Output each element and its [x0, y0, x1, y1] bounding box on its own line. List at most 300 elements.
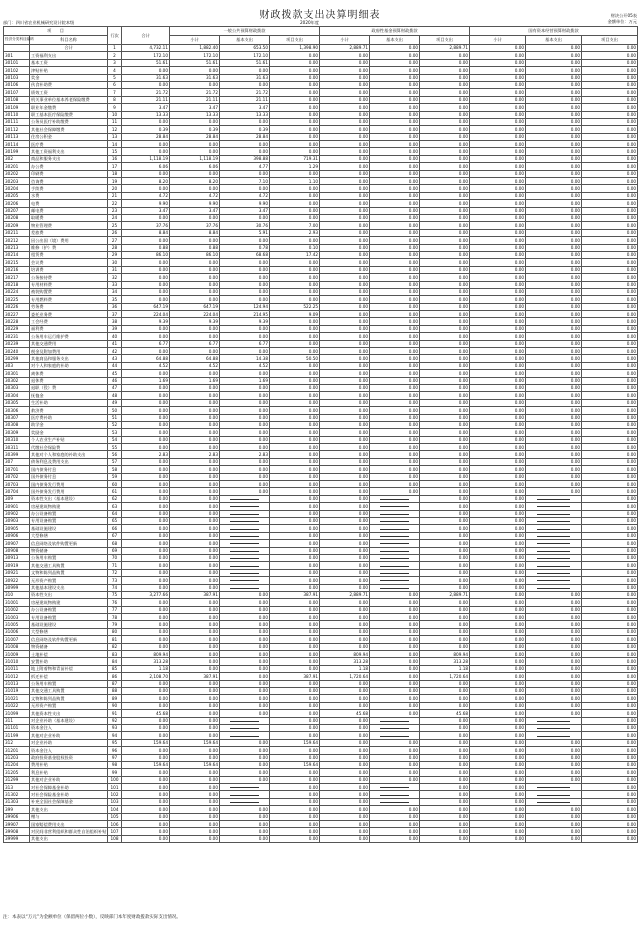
fund-subtotal-cell: 0.00 — [320, 355, 370, 362]
general-subtotal-cell: 0.00 — [170, 473, 220, 480]
econ-code-cell: 30112 — [4, 126, 30, 133]
total-cell: 0.00 — [122, 577, 170, 584]
subject-cell: 伙食补助费 — [30, 81, 108, 88]
general-basic-cell: 9.90 — [220, 200, 270, 207]
general-project-cell: 0.00 — [270, 318, 320, 325]
fund-project-cell: 0.00 — [420, 74, 470, 81]
capital-basic-cell: 0.00 — [526, 185, 582, 192]
table-row — [4, 303, 638, 310]
fund-subtotal-cell: 0.00 — [320, 185, 370, 192]
general-subtotal-cell: 51.61 — [170, 59, 220, 66]
capital-basic-cell: 0.00 — [526, 687, 582, 694]
general-project-cell: 9.09 — [270, 311, 320, 318]
total-cell: 0.00 — [122, 584, 170, 591]
capital-project-cell: 0.00 — [582, 547, 638, 554]
table-body — [4, 45, 638, 843]
general-subtotal-cell: 0.00 — [170, 444, 220, 451]
capital-project-cell: 0.00 — [582, 739, 638, 746]
fund-project-cell: 0.00 — [420, 481, 470, 488]
general-project-cell: 0.00 — [270, 651, 320, 658]
econ-code-cell: 30913 — [4, 554, 30, 561]
total-cell: 0.00 — [122, 296, 170, 303]
row-no-cell: 56 — [108, 451, 122, 458]
fund-basic-cell: 0.00 — [370, 251, 420, 258]
fund-project-cell: 0.00 — [420, 214, 470, 221]
general-subtotal-cell: 0.00 — [170, 754, 220, 761]
econ-code-cell: 30702 — [4, 473, 30, 480]
fund-project-cell: 0.00 — [420, 577, 470, 584]
subject-cell: 公务用车运行维护费 — [30, 333, 108, 340]
capital-subtotal-cell: 0.00 — [470, 495, 526, 502]
general-basic-cell: 0.00 — [220, 754, 270, 761]
fund-basic-cell: 0.00 — [370, 821, 420, 828]
general-basic-cell — [220, 562, 270, 569]
subject-cell: 对社会保险基金补助 — [30, 791, 108, 798]
unit-label: 部门：四川省农业机械研究设计院本级 — [3, 20, 75, 25]
table-row — [4, 281, 638, 288]
fund-subtotal-cell: 0.00 — [320, 421, 370, 428]
fund-project-cell: 0.00 — [420, 540, 470, 547]
capital-basic-cell: 0.00 — [526, 348, 582, 355]
subject-cell: 因公出国（境）费用 — [30, 237, 108, 244]
capital-subtotal-cell: 0.00 — [470, 222, 526, 229]
general-subtotal-cell: 0.00 — [170, 584, 220, 591]
fund-basic-cell: 0.00 — [370, 340, 420, 347]
general-basic-cell: 0.00 — [220, 591, 270, 598]
capital-project-cell: 0.00 — [582, 636, 638, 643]
capital-project-cell: 0.00 — [582, 591, 638, 598]
table-row — [4, 510, 638, 517]
fund-basic-cell: 0.00 — [370, 687, 420, 694]
subject-cell: 资本金注入 — [30, 747, 108, 754]
capital-basic-cell: 0.00 — [526, 229, 582, 236]
capital-project-cell: 0.00 — [582, 421, 638, 428]
capital-basic-cell: 0.00 — [526, 370, 582, 377]
capital-basic-cell — [526, 540, 582, 547]
capital-subtotal-cell: 0.00 — [470, 274, 526, 281]
general-project-cell: 0.00 — [270, 126, 320, 133]
capital-subtotal-cell: 0.00 — [470, 414, 526, 421]
general-basic-cell: 0.00 — [220, 399, 270, 406]
subject-cell: 福利费 — [30, 325, 108, 332]
general-subtotal-cell: 0.00 — [170, 237, 220, 244]
general-subtotal-cell: 4.52 — [170, 362, 220, 369]
capital-subtotal-cell: 0.00 — [470, 67, 526, 74]
table-row — [4, 717, 638, 724]
general-project-cell: 1,398.90 — [270, 45, 320, 52]
general-project-cell: 0.00 — [270, 67, 320, 74]
table-row — [4, 554, 638, 561]
capital-subtotal-cell: 0.00 — [470, 244, 526, 251]
table-row — [4, 739, 638, 746]
capital-basic-cell: 0.00 — [526, 673, 582, 680]
total-cell: 0.00 — [122, 421, 170, 428]
capital-project-cell: 0.00 — [582, 621, 638, 628]
fund-subtotal-cell: 0.00 — [320, 510, 370, 517]
total-cell: 0.00 — [122, 259, 170, 266]
header-project-1: 项目支出 — [270, 36, 320, 45]
total-cell: 0.00 — [122, 614, 170, 621]
page-title: 财政拨款支出决算明细表 — [259, 10, 381, 21]
general-basic-cell: 9.39 — [220, 318, 270, 325]
general-project-cell: 0.00 — [270, 325, 320, 332]
fund-basic-cell: 0.00 — [370, 599, 420, 606]
econ-code-cell: 30701 — [4, 466, 30, 473]
capital-subtotal-cell: 0.00 — [470, 658, 526, 665]
row-no-cell: 52 — [108, 421, 122, 428]
general-basic-cell — [220, 495, 270, 502]
general-basic-cell: 0.78 — [220, 244, 270, 251]
fund-subtotal-cell: 0.00 — [320, 636, 370, 643]
general-project-cell: 0.00 — [270, 769, 320, 776]
capital-basic-cell: 0.00 — [526, 399, 582, 406]
total-cell: 4,732.11 — [122, 45, 170, 52]
subject-cell: 工资福利支出 — [30, 52, 108, 59]
capital-subtotal-cell: 0.00 — [470, 89, 526, 96]
capital-basic-cell: 0.00 — [526, 828, 582, 835]
general-subtotal-cell: 0.00 — [170, 466, 220, 473]
capital-subtotal-cell: 0.00 — [470, 340, 526, 347]
econ-code-cell: 30922 — [4, 577, 30, 584]
capital-project-cell: 0.00 — [582, 569, 638, 576]
general-basic-cell: 0.00 — [220, 621, 270, 628]
capital-basic-cell: 0.00 — [526, 747, 582, 754]
fund-project-cell: 0.00 — [420, 495, 470, 502]
table-row — [4, 451, 638, 458]
table-row — [4, 495, 638, 502]
capital-subtotal-cell: 0.00 — [470, 525, 526, 532]
capital-basic-cell: 0.00 — [526, 266, 582, 273]
table-row — [4, 828, 638, 835]
general-project-cell: 0.00 — [270, 481, 320, 488]
general-project-cell: 0.00 — [270, 547, 320, 554]
general-subtotal-cell: 0.00 — [170, 214, 220, 221]
subject-cell: 绩效工资 — [30, 89, 108, 96]
capital-subtotal-cell: 0.00 — [470, 584, 526, 591]
total-cell: 0.00 — [122, 473, 170, 480]
row-no-cell: 60 — [108, 481, 122, 488]
header-total: 合计 — [122, 27, 170, 45]
fund-subtotal-cell: 0.00 — [320, 717, 370, 724]
general-subtotal-cell: 0.00 — [170, 569, 220, 576]
capital-basic-cell: 0.00 — [526, 104, 582, 111]
subject-cell: 工会经费 — [30, 318, 108, 325]
fund-subtotal-cell: 0.00 — [320, 473, 370, 480]
total-cell: 313.28 — [122, 658, 170, 665]
total-cell: 8.20 — [122, 178, 170, 185]
capital-subtotal-cell: 0.00 — [470, 724, 526, 731]
fund-subtotal-cell: 0.00 — [320, 192, 370, 199]
general-subtotal-cell: 0.00 — [170, 554, 220, 561]
capital-project-cell: 0.00 — [582, 702, 638, 709]
general-subtotal-cell: 0.00 — [170, 495, 220, 502]
fund-project-cell: 0.00 — [420, 237, 470, 244]
fund-project-cell: 0.00 — [420, 739, 470, 746]
econ-code-cell: 30908 — [4, 547, 30, 554]
econ-code-cell: 30907 — [4, 540, 30, 547]
capital-basic-cell: 0.00 — [526, 126, 582, 133]
total-cell: 0.00 — [122, 481, 170, 488]
fund-basic-cell: 0.00 — [370, 806, 420, 813]
table-row — [4, 407, 638, 414]
fund-project-cell: 0.00 — [420, 407, 470, 414]
fund-basic-cell: 0.00 — [370, 776, 420, 783]
fund-basic-cell: 0.00 — [370, 52, 420, 59]
general-basic-cell: 0.00 — [220, 148, 270, 155]
fund-project-cell: 2,889.71 — [420, 591, 470, 598]
fund-basic-cell — [370, 577, 420, 584]
econ-code-cell: 31299 — [4, 776, 30, 783]
fund-subtotal-cell: 0.00 — [320, 747, 370, 754]
capital-subtotal-cell: 0.00 — [470, 111, 526, 118]
row-no-cell: 83 — [108, 651, 122, 658]
fund-basic-cell: 0.00 — [370, 237, 420, 244]
capital-subtotal-cell: 0.00 — [470, 481, 526, 488]
row-no-cell: 35 — [108, 296, 122, 303]
fund-basic-cell — [370, 798, 420, 805]
fund-subtotal-cell: 0.00 — [320, 163, 370, 170]
fund-subtotal-cell: 0.00 — [320, 547, 370, 554]
fund-subtotal-cell: 0.00 — [320, 798, 370, 805]
subject-cell: 津贴补贴 — [30, 67, 108, 74]
fund-basic-cell: 0.00 — [370, 651, 420, 658]
fund-basic-cell: 0.00 — [370, 207, 420, 214]
econ-code-cell: 30224 — [4, 288, 30, 295]
general-subtotal-cell: 1.69 — [170, 377, 220, 384]
fund-basic-cell: 0.00 — [370, 658, 420, 665]
general-basic-cell: 0.00 — [220, 444, 270, 451]
general-project-cell: 0.00 — [270, 96, 320, 103]
capital-subtotal-cell: 0.00 — [470, 651, 526, 658]
econ-code-cell: 307 — [4, 458, 30, 465]
header-subtotal-2: 小计 — [320, 36, 370, 45]
general-project-cell: 0.00 — [270, 444, 320, 451]
fund-basic-cell: 0.00 — [370, 643, 420, 650]
capital-project-cell: 0.00 — [582, 362, 638, 369]
fund-project-cell: 0.00 — [420, 281, 470, 288]
subject-cell: 抚恤金 — [30, 392, 108, 399]
capital-basic-cell: 0.00 — [526, 481, 582, 488]
fund-subtotal-cell: 0.00 — [320, 370, 370, 377]
row-no-cell: 30 — [108, 259, 122, 266]
header-fund-budget: 政府性基金预算财政拨款 — [320, 27, 470, 36]
total-cell: 3,277.66 — [122, 591, 170, 598]
fund-project-cell: 0.00 — [420, 813, 470, 820]
capital-project-cell: 0.00 — [582, 503, 638, 510]
total-cell: 0.00 — [122, 288, 170, 295]
capital-subtotal-cell: 0.00 — [470, 473, 526, 480]
capital-project-cell: 0.00 — [582, 348, 638, 355]
total-cell: 0.00 — [122, 532, 170, 539]
general-basic-cell — [220, 784, 270, 791]
fund-basic-cell — [370, 724, 420, 731]
subject-cell: 个人农业生产补贴 — [30, 436, 108, 443]
row-no-cell: 10 — [108, 111, 122, 118]
general-basic-cell: 28.84 — [220, 133, 270, 140]
general-basic-cell: 0.00 — [220, 614, 270, 621]
capital-subtotal-cell: 0.00 — [470, 133, 526, 140]
subject-cell: 国外债务发行费用 — [30, 488, 108, 495]
capital-project-cell: 0.00 — [582, 222, 638, 229]
general-subtotal-cell: 0.00 — [170, 525, 220, 532]
general-subtotal-cell: 0.00 — [170, 488, 220, 495]
capital-project-cell: 0.00 — [582, 562, 638, 569]
capital-project-cell: 0.00 — [582, 828, 638, 835]
capital-subtotal-cell: 0.00 — [470, 547, 526, 554]
capital-subtotal-cell: 0.00 — [470, 52, 526, 59]
capital-basic-cell: 0.00 — [526, 436, 582, 443]
fund-subtotal-cell: 0.00 — [320, 444, 370, 451]
general-project-cell: 0.00 — [270, 59, 320, 66]
total-cell: 0.00 — [122, 444, 170, 451]
table-row — [4, 606, 638, 613]
econ-code-cell: 312 — [4, 739, 30, 746]
total-cell: 45.68 — [122, 710, 170, 717]
capital-project-cell: 0.00 — [582, 52, 638, 59]
fund-project-cell: 0.00 — [420, 384, 470, 391]
fund-basic-cell: 0.00 — [370, 702, 420, 709]
fund-basic-cell: 0.00 — [370, 178, 420, 185]
fund-basic-cell — [370, 717, 420, 724]
table-row — [4, 399, 638, 406]
fund-project-cell: 0.00 — [420, 547, 470, 554]
fund-project-cell: 0.00 — [420, 702, 470, 709]
capital-basic-cell: 0.00 — [526, 362, 582, 369]
total-cell: 0.00 — [122, 747, 170, 754]
row-no-cell: 44 — [108, 362, 122, 369]
total-cell: 6.77 — [122, 340, 170, 347]
econ-code-cell: 30228 — [4, 318, 30, 325]
fund-project-cell: 313.28 — [420, 658, 470, 665]
row-no-cell: 79 — [108, 621, 122, 628]
table-row — [4, 244, 638, 251]
fund-project-cell: 0.00 — [420, 569, 470, 576]
fund-project-cell: 0.00 — [420, 798, 470, 805]
subject-cell: 其他交通工具购置 — [30, 562, 108, 569]
capital-basic-cell: 0.00 — [526, 806, 582, 813]
general-subtotal-cell: 9.90 — [170, 200, 220, 207]
capital-basic-cell — [526, 732, 582, 739]
table-row — [4, 81, 638, 88]
capital-project-cell: 0.00 — [582, 488, 638, 495]
capital-project-cell: 0.00 — [582, 104, 638, 111]
subject-cell: 赠与 — [30, 813, 108, 820]
capital-project-cell: 0.00 — [582, 214, 638, 221]
capital-project-cell: 0.00 — [582, 244, 638, 251]
fund-basic-cell: 0.00 — [370, 384, 420, 391]
total-cell: 37.76 — [122, 222, 170, 229]
capital-subtotal-cell: 0.00 — [470, 562, 526, 569]
capital-subtotal-cell: 0.00 — [470, 599, 526, 606]
table-row — [4, 503, 638, 510]
econ-code-cell: 31019 — [4, 687, 30, 694]
fund-basic-cell: 0.00 — [370, 466, 420, 473]
total-cell: 64.88 — [122, 355, 170, 362]
row-no-cell: 40 — [108, 333, 122, 340]
capital-basic-cell — [526, 554, 582, 561]
fund-basic-cell — [370, 584, 420, 591]
subject-cell: 离休费 — [30, 370, 108, 377]
fund-basic-cell: 0.00 — [370, 436, 420, 443]
capital-basic-cell — [526, 532, 582, 539]
table-row — [4, 651, 638, 658]
subject-cell: 大型修缮 — [30, 628, 108, 635]
general-project-cell: 0.00 — [270, 81, 320, 88]
row-no-cell: 37 — [108, 311, 122, 318]
general-project-cell: 0.00 — [270, 200, 320, 207]
capital-basic-cell: 0.00 — [526, 421, 582, 428]
capital-project-cell: 0.00 — [582, 370, 638, 377]
header-basic-2: 基本支出 — [370, 36, 420, 45]
row-no-cell: 76 — [108, 599, 122, 606]
econ-code-cell: 31099 — [4, 710, 30, 717]
subject-cell: 土地补偿 — [30, 651, 108, 658]
total-cell: 3.47 — [122, 207, 170, 214]
econ-code-cell: 30213 — [4, 244, 30, 251]
capital-subtotal-cell: 0.00 — [470, 207, 526, 214]
capital-subtotal-cell: 0.00 — [470, 185, 526, 192]
capital-basic-cell: 0.00 — [526, 414, 582, 421]
row-no-cell: 49 — [108, 399, 122, 406]
fund-subtotal-cell: 0.00 — [320, 835, 370, 842]
fund-project-cell: 0.00 — [420, 421, 470, 428]
header-subject: 科目名称 — [30, 36, 108, 45]
fund-basic-cell: 0.00 — [370, 754, 420, 761]
general-subtotal-cell: 0.00 — [170, 547, 220, 554]
subject-cell: 利息补贴 — [30, 769, 108, 776]
row-no-cell: 62 — [108, 495, 122, 502]
total-cell: 159.64 — [122, 761, 170, 768]
fund-subtotal-cell: 0.00 — [320, 288, 370, 295]
subject-cell: 办公设备购置 — [30, 510, 108, 517]
general-project-cell: 0.00 — [270, 584, 320, 591]
row-no-cell: 27 — [108, 237, 122, 244]
capital-basic-cell — [526, 724, 582, 731]
capital-project-cell: 0.00 — [582, 340, 638, 347]
general-basic-cell: 51.61 — [220, 59, 270, 66]
fund-project-cell: 0.00 — [420, 510, 470, 517]
capital-subtotal-cell: 0.00 — [470, 665, 526, 672]
econ-code-cell: 31008 — [4, 643, 30, 650]
fund-project-cell: 0.00 — [420, 458, 470, 465]
general-subtotal-cell: 0.00 — [170, 702, 220, 709]
general-subtotal-cell: 0.00 — [170, 429, 220, 436]
general-subtotal-cell: 0.00 — [170, 118, 220, 125]
table-row — [4, 784, 638, 791]
general-subtotal-cell: 0.00 — [170, 532, 220, 539]
total-cell: 0.00 — [122, 370, 170, 377]
fund-project-cell: 0.00 — [420, 451, 470, 458]
total-cell: 0.00 — [122, 754, 170, 761]
econ-code-cell: 31205 — [4, 769, 30, 776]
econ-code-cell: 30217 — [4, 274, 30, 281]
general-project-cell: 2.93 — [270, 229, 320, 236]
general-subtotal-cell: 86.10 — [170, 251, 220, 258]
fund-subtotal-cell: 0.00 — [320, 148, 370, 155]
general-project-cell: 7.00 — [270, 222, 320, 229]
row-no-cell: 69 — [108, 547, 122, 554]
capital-project-cell: 0.00 — [582, 74, 638, 81]
capital-basic-cell — [526, 510, 582, 517]
fund-subtotal-cell: 0.00 — [320, 214, 370, 221]
subject-cell: 委托业务费 — [30, 311, 108, 318]
general-basic-cell: 0.00 — [220, 370, 270, 377]
subject-cell: 对民间非营利组织和群众性自治组织补贴 — [31, 828, 107, 834]
header-project-3: 项目支出 — [582, 36, 638, 45]
capital-basic-cell: 0.00 — [526, 89, 582, 96]
fund-basic-cell: 0.00 — [370, 111, 420, 118]
capital-basic-cell — [526, 798, 582, 805]
